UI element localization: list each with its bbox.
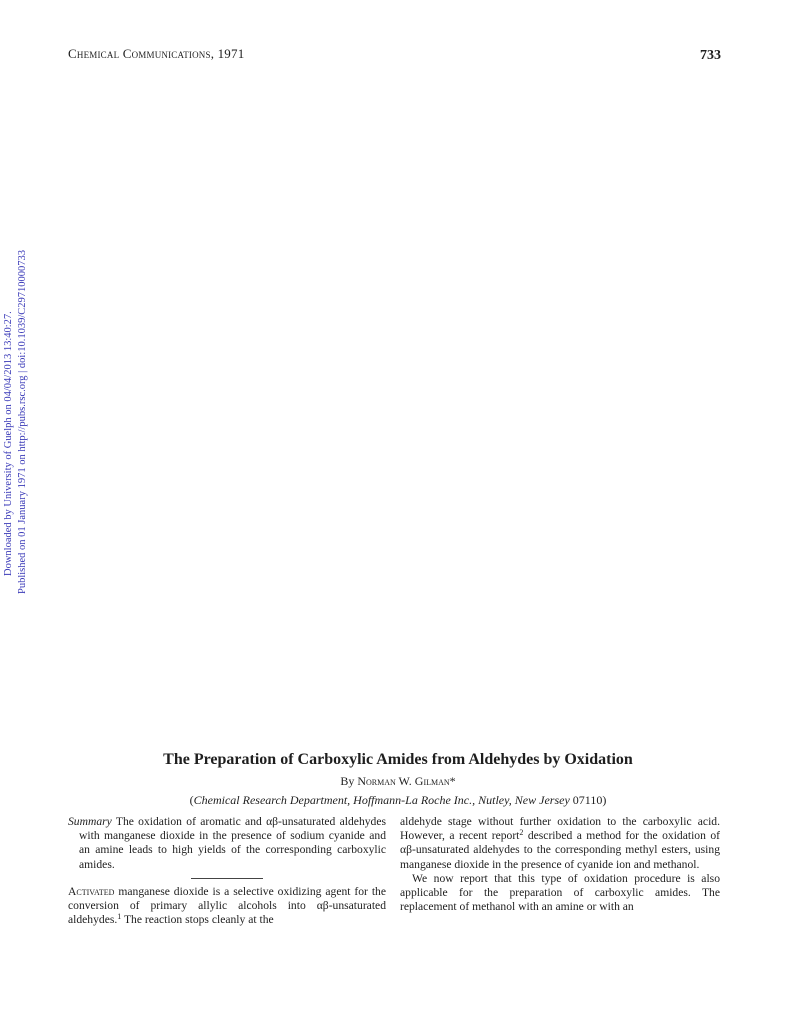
reference-2[interactable]: 2 — [519, 828, 524, 838]
body-paragraph-2: We now report that this type of oxidation procedure is also applicable for the preparation of carboxylic amides. The replacement of methanol with an amine or with an — [400, 871, 720, 914]
body-left-tail: The reaction stops cleanly at the — [121, 913, 274, 927]
summary-paragraph — [68, 815, 386, 872]
section-divider — [191, 878, 263, 879]
body-paragraph-1 — [68, 885, 386, 928]
byline-prefix: By — [340, 774, 358, 788]
summary-text: The oxidation of aromatic and αβ-unsaturated aldehydes with manganese dioxide in the presence of sodium cyanide and an amine leads to high yields of the corresponding carboxylic amides. — [79, 815, 386, 871]
lead-word: Activated — [68, 884, 115, 898]
reference-1[interactable]: 1 — [117, 912, 122, 922]
body-left-text: manganese dioxide is a selective oxidizing agent for the conversion of primary allylic alcohols into αβ-unsaturated aldehydes. — [68, 884, 386, 927]
affiliation-institution: Chemical Research Department, Hoffmann-La Roche Inc., Nutley, New Jersey — [193, 793, 570, 807]
download-notice[interactable] — [3, 311, 14, 576]
affiliation-zip: 07110) — [569, 793, 607, 807]
byline — [0, 774, 796, 789]
affiliation — [0, 793, 796, 808]
author-name: Norman W. Gilman* — [357, 774, 456, 788]
summary-label: Summary — [68, 815, 112, 828]
publication-notice[interactable] — [17, 250, 28, 594]
left-column — [68, 815, 386, 927]
body-right-text-2: described a method for the oxidation of αβ-unsaturated aldehydes to the corresponding methyl esters, using manganese dioxide in the presence of cyanide ion and methanol. — [400, 829, 720, 871]
page-number: 733 — [700, 48, 721, 63]
right-column — [400, 815, 720, 914]
journal-name: Chemical Communications, 1971 — [68, 46, 245, 61]
body-right-text-1: aldehyde stage without further oxidation to the carboxylic acid. However, a recent report — [400, 815, 720, 843]
article-title: The Preparation of Carboxylic Amides from Aldehydes by Oxidation — [163, 751, 633, 768]
publication-notice-text: Published on 01 January 1971 on http://pubs.rsc.org | doi:10.1039/C29710000733 — [17, 249, 28, 594]
body-paragraph-1-continued — [400, 815, 720, 872]
affiliation-open: ( — [189, 793, 194, 807]
running-head — [68, 46, 244, 62]
download-notice-text: Downloaded by University of Guelph on 04/04/2013 13:40:27. — [3, 311, 14, 576]
